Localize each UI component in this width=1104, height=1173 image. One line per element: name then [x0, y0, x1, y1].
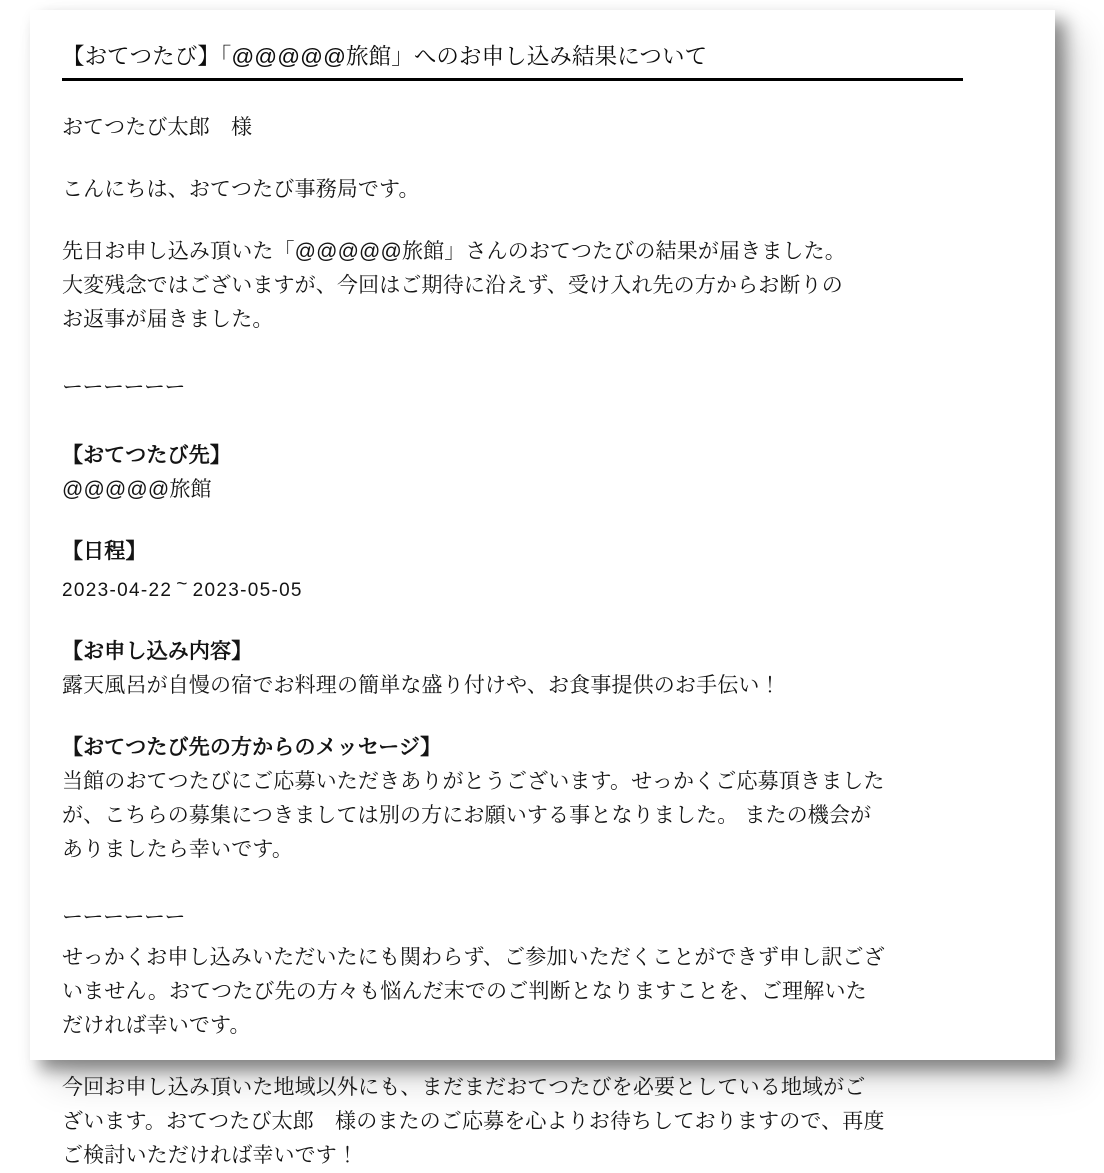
closing-1-line-2: いません。おてつたび先の方々も悩んだ末でのご判断となりますことを、ご理解いた: [62, 979, 867, 1003]
email-sheet: [30, 10, 1055, 1167]
closing-2-line-2: ざいます。おてつたび太郎 様のまたのご応募を心よりお待ちしておりますので、再度: [62, 1109, 885, 1133]
spacer: [62, 207, 995, 235]
intro-line-1: 先日お申し込み頂いた「@@@@@旅館」さんのおてつたびの結果が届きました。: [62, 239, 846, 263]
section-value-application-content: 露天風呂が自慢の宿でお料理の簡単な盛り付けや、お食事提供のお手伝い！: [62, 673, 781, 697]
greeting-line: こんにちは、おてつたび事務局です。: [62, 177, 420, 201]
spacer: [62, 867, 995, 903]
date-start: 2023-04-22: [62, 579, 173, 601]
separator-top: ーーーーーー: [62, 375, 185, 399]
date-end: 2023-05-05: [192, 579, 303, 601]
salutation: おてつたび太郎 様: [62, 115, 253, 139]
closing-2-line-1: 今回お申し込み頂いた地域以外にも、まだまだおてつたびを必要としている地域がご: [62, 1075, 866, 1099]
intro-paragraph: [62, 235, 962, 337]
spacer: [62, 403, 995, 439]
email-body: [62, 42, 995, 1173]
section-heading-destination: 【おてつたび先】: [62, 443, 231, 467]
section-value-schedule: [62, 569, 995, 607]
closing-paragraph-2: [62, 1071, 962, 1173]
spacer: [62, 1043, 995, 1071]
spacer: [62, 507, 995, 535]
closing-paragraph-1: [62, 941, 962, 1043]
spacer: [62, 145, 995, 173]
intro-line-2: 大変残念ではございますが、今回はご期待に沿えず、受け入れ先の方からお断りの: [62, 273, 843, 297]
host-message-body: [62, 765, 962, 867]
closing-1-line-1: せっかくお申し込みいただいたにも関わらず、ご参加いただくことができず申し訳ござ: [62, 945, 885, 969]
date-range-separator: ~: [176, 573, 189, 595]
spacer: [62, 337, 995, 373]
email-subject: 【おてつたび】「@@@@@旅館」へのお申し込み結果について: [62, 44, 708, 69]
section-heading-schedule: 【日程】: [62, 539, 147, 563]
spacer: [62, 703, 995, 731]
host-message-line-1: 当館のおてつたびにご応募いただきありがとうございます。せっかくご応募頂きました: [62, 769, 885, 793]
closing-1-line-3: だければ幸いです。: [62, 1013, 251, 1037]
separator-bottom: ーーーーーー: [62, 905, 185, 929]
section-heading-host-message: 【おてつたび先の方からのメッセージ】: [62, 735, 442, 759]
closing-2-line-3: ご検討いただければ幸いです！: [62, 1143, 359, 1167]
spacer: [62, 933, 995, 941]
intro-line-3: お返事が届きました。: [62, 307, 274, 331]
host-message-line-3: ありましたら幸いです。: [62, 837, 293, 861]
spacer: [62, 81, 995, 111]
section-value-destination: @@@@@旅館: [62, 477, 212, 501]
spacer: [62, 607, 995, 635]
section-heading-application-content: 【お申し込み内容】: [62, 639, 253, 663]
host-message-line-2: が、こちらの募集につきましては別の方にお願いする事となりました。 またの機会が: [62, 803, 872, 827]
